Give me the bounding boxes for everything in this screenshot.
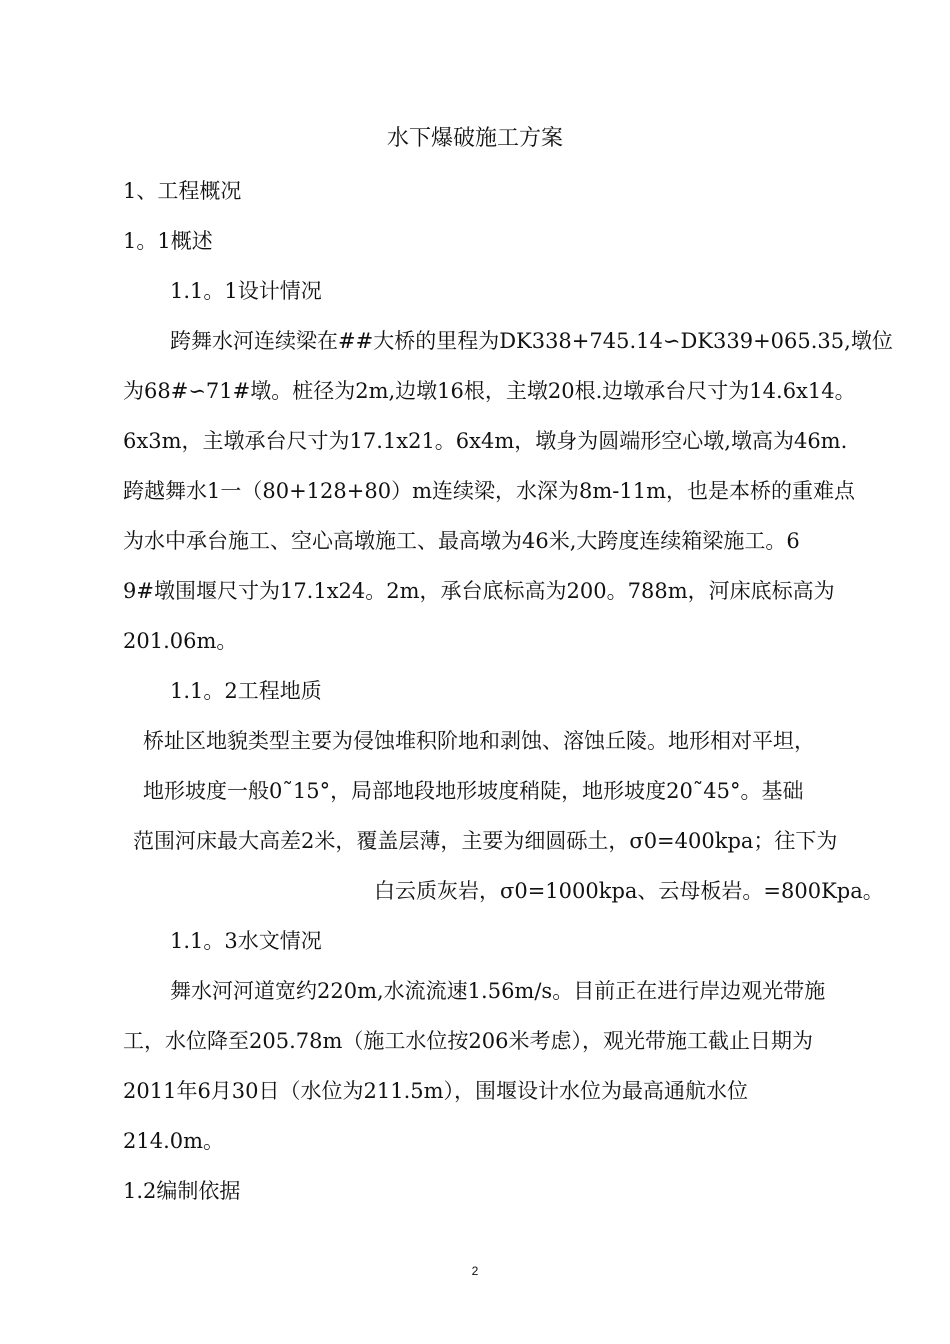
heading-overview: 1。1概述 <box>123 229 213 253</box>
body-line: 为水中承台施工、空心高墩施工、最高墩为46米,大跨度连续箱梁施工。6 <box>123 529 800 553</box>
heading-project-overview: 1、工程概况 <box>123 179 242 203</box>
body-line: 跨舞水河连续梁在##大桥的里程为DK338+745.14∽DK339+065.35,墩位 <box>170 329 893 353</box>
body-line: 214.0m。 <box>123 1129 225 1153</box>
heading-engineering-geology: 1.1。2工程地质 <box>170 679 322 703</box>
body-line: 跨越舞水1一（80+128+80）m连续梁，水深为8m-11m，也是本桥的重难点 <box>123 479 855 503</box>
body-line: 舞水河河道宽约220m,水流流速1.56m/s。目前正在进行岸边观光带施 <box>170 979 826 1003</box>
body-line: 201.06m。 <box>123 629 238 653</box>
body-line: 范围河床最大高差2米，覆盖层薄，主要为细圆砾土，σ0=400kpa；往下为 <box>133 829 838 853</box>
body-line: 地形坡度一般0˜15°，局部地段地形坡度稍陡，地形坡度20˜45°。基础 <box>143 779 804 803</box>
body-line: 桥址区地貌类型主要为侵蚀堆积阶地和剥蚀、溶蚀丘陵。地形相对平坦， <box>143 729 815 753</box>
heading-hydrology: 1.1。3水文情况 <box>170 929 322 953</box>
body-line: 工，水位降至205.78m（施工水位按206米考虑），观光带施工截止日期为 <box>123 1029 813 1053</box>
body-line: 为68#∽71#墩。桩径为2m,边墩16根，主墩20根.边墩承台尺寸为14.6x14。 <box>123 379 856 403</box>
body-line: 2011年6月30日（水位为211.5m），围堰设计水位为最高通航水位 <box>123 1079 749 1103</box>
body-line: 白云质灰岩，σ0=1000kpa、云母板岩。=800Kpa。 <box>374 879 884 903</box>
body-line: 9#墩围堰尺寸为17.1x24。2m，承台底标高为200。788m，河床底标高为 <box>123 579 835 603</box>
heading-design-situation: 1.1。1设计情况 <box>170 279 322 303</box>
heading-compilation-basis: 1.2编制依据 <box>123 1179 241 1203</box>
page-number: 2 <box>471 1264 479 1278</box>
body-line: 6x3m，主墩承台尺寸为17.1x21。6x4m，墩身为圆端形空心墩,墩高为46m. <box>123 429 848 453</box>
document-title: 水下爆破施工方案 <box>386 126 563 151</box>
